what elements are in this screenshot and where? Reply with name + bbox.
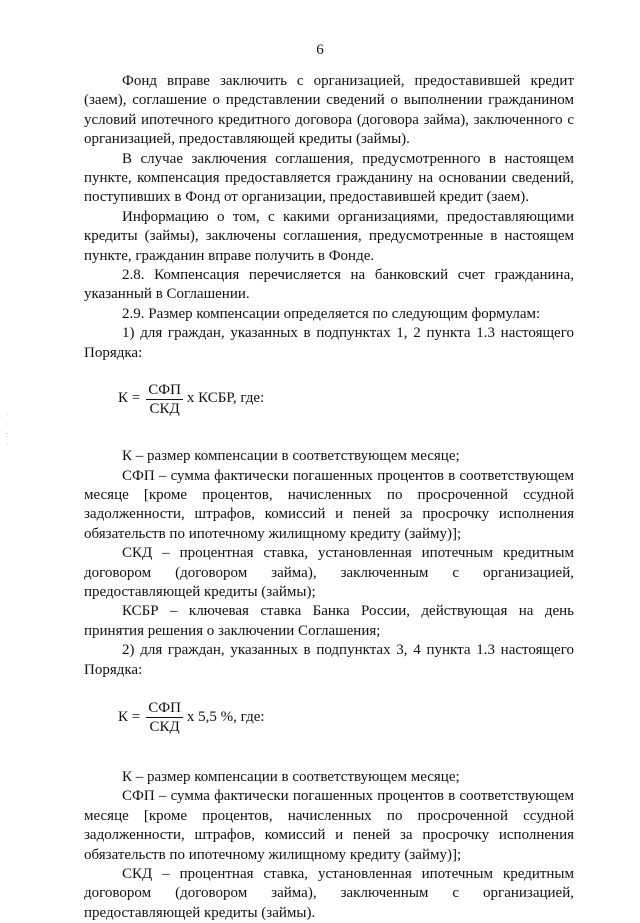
definition-k: К – размер компенсации в соответствующем месяце; bbox=[122, 448, 460, 465]
formula-fraction bbox=[146, 382, 183, 417]
definition-sfp: СФП – сумма фактически погашенных процентов в соответствующем месяце [кроме процентов, начисленных по просроченной ссудной задолженности, штрафов, комиссий и пеней за просрочку исполнения обязательств по ипотечному жилищному кредиту (займу)]; bbox=[84, 788, 574, 863]
formula-rhs: х 5,5 %, где: bbox=[186, 709, 265, 726]
paragraph: В случае заключения соглашения, предусмотренного в настоящем пункте, компенсация предоставляется гражданину на основании сведений, поступивших в Фонд от организации, предоставившей кредит (заем). bbox=[84, 150, 574, 206]
formula-ksbr bbox=[118, 379, 574, 419]
formula-lhs: К = bbox=[118, 390, 141, 407]
formula-numerator: СФП bbox=[148, 700, 181, 717]
formula-numerator: СФП bbox=[148, 381, 181, 398]
list-item-1: 1) для граждан, указанных в подпунктах 1, 2 пункта 1.3 настоящего Порядка: bbox=[84, 325, 574, 361]
formula-fixed-rate bbox=[118, 698, 574, 738]
paragraph: Информацию о том, с какими организациями, предоставляющими кредиты (займы), заключены соглашения, предусмотренные в настоящем пункте, гражданин вправе получить в Фонде. bbox=[84, 208, 574, 264]
list-item-2: 2) для граждан, указанных в подпунктах 3, 4 пункта 1.3 настоящего Порядка: bbox=[84, 642, 574, 678]
formula-rhs: х КСБР, где: bbox=[186, 390, 265, 407]
formula-denominator: СКД bbox=[149, 400, 180, 417]
paragraph-2-8: 2.8. Компенсация перечисляется на банковский счет гражданина, указанный в Соглашении. bbox=[84, 267, 574, 303]
definition-ksbr: КСБР – ключевая ставка Банка России, действующая на день принятия решения о заключении Соглашения; bbox=[84, 603, 574, 639]
formula-fraction bbox=[146, 700, 183, 735]
paragraph: Фонд вправе заключить с организацией, предоставившей кредит (заем), соглашение о представлении сведений о выполнении гражданином условий ипотечного кредитного договора (договора займа), заключенного с организацией, предоставляющей кредиты (займы). bbox=[84, 73, 574, 148]
document-body bbox=[84, 72, 574, 923]
page-number: 6 bbox=[316, 42, 324, 58]
scan-margin-marks: · · : · bbox=[6, 410, 9, 449]
formula-lhs: К = bbox=[118, 709, 141, 726]
formula-denominator: СКД bbox=[149, 719, 180, 736]
definition-sfp: СФП – сумма фактически погашенных процентов в соответствующем месяце [кроме процентов, начисленных по просроченной ссудной задолженности, штрафов, комиссий и пеней за просрочку исполнения обязательств по ипотечному жилищному кредиту (займу)]; bbox=[84, 467, 574, 542]
definition-skd: СКД – процентная ставка, установленная ипотечным кредитным договором (договором займа), заключенным с организацией, предоставляющей кредиты (займы). bbox=[84, 866, 574, 921]
definition-skd: СКД – процентная ставка, установленная ипотечным кредитным договором (договором займа), заключенным с организацией, предоставляющей кредиты (займы); bbox=[84, 545, 574, 600]
definition-k: К – размер компенсации в соответствующем месяце; bbox=[122, 768, 460, 785]
paragraph-2-9: 2.9. Размер компенсации определяется по следующим формулам: bbox=[122, 305, 541, 322]
